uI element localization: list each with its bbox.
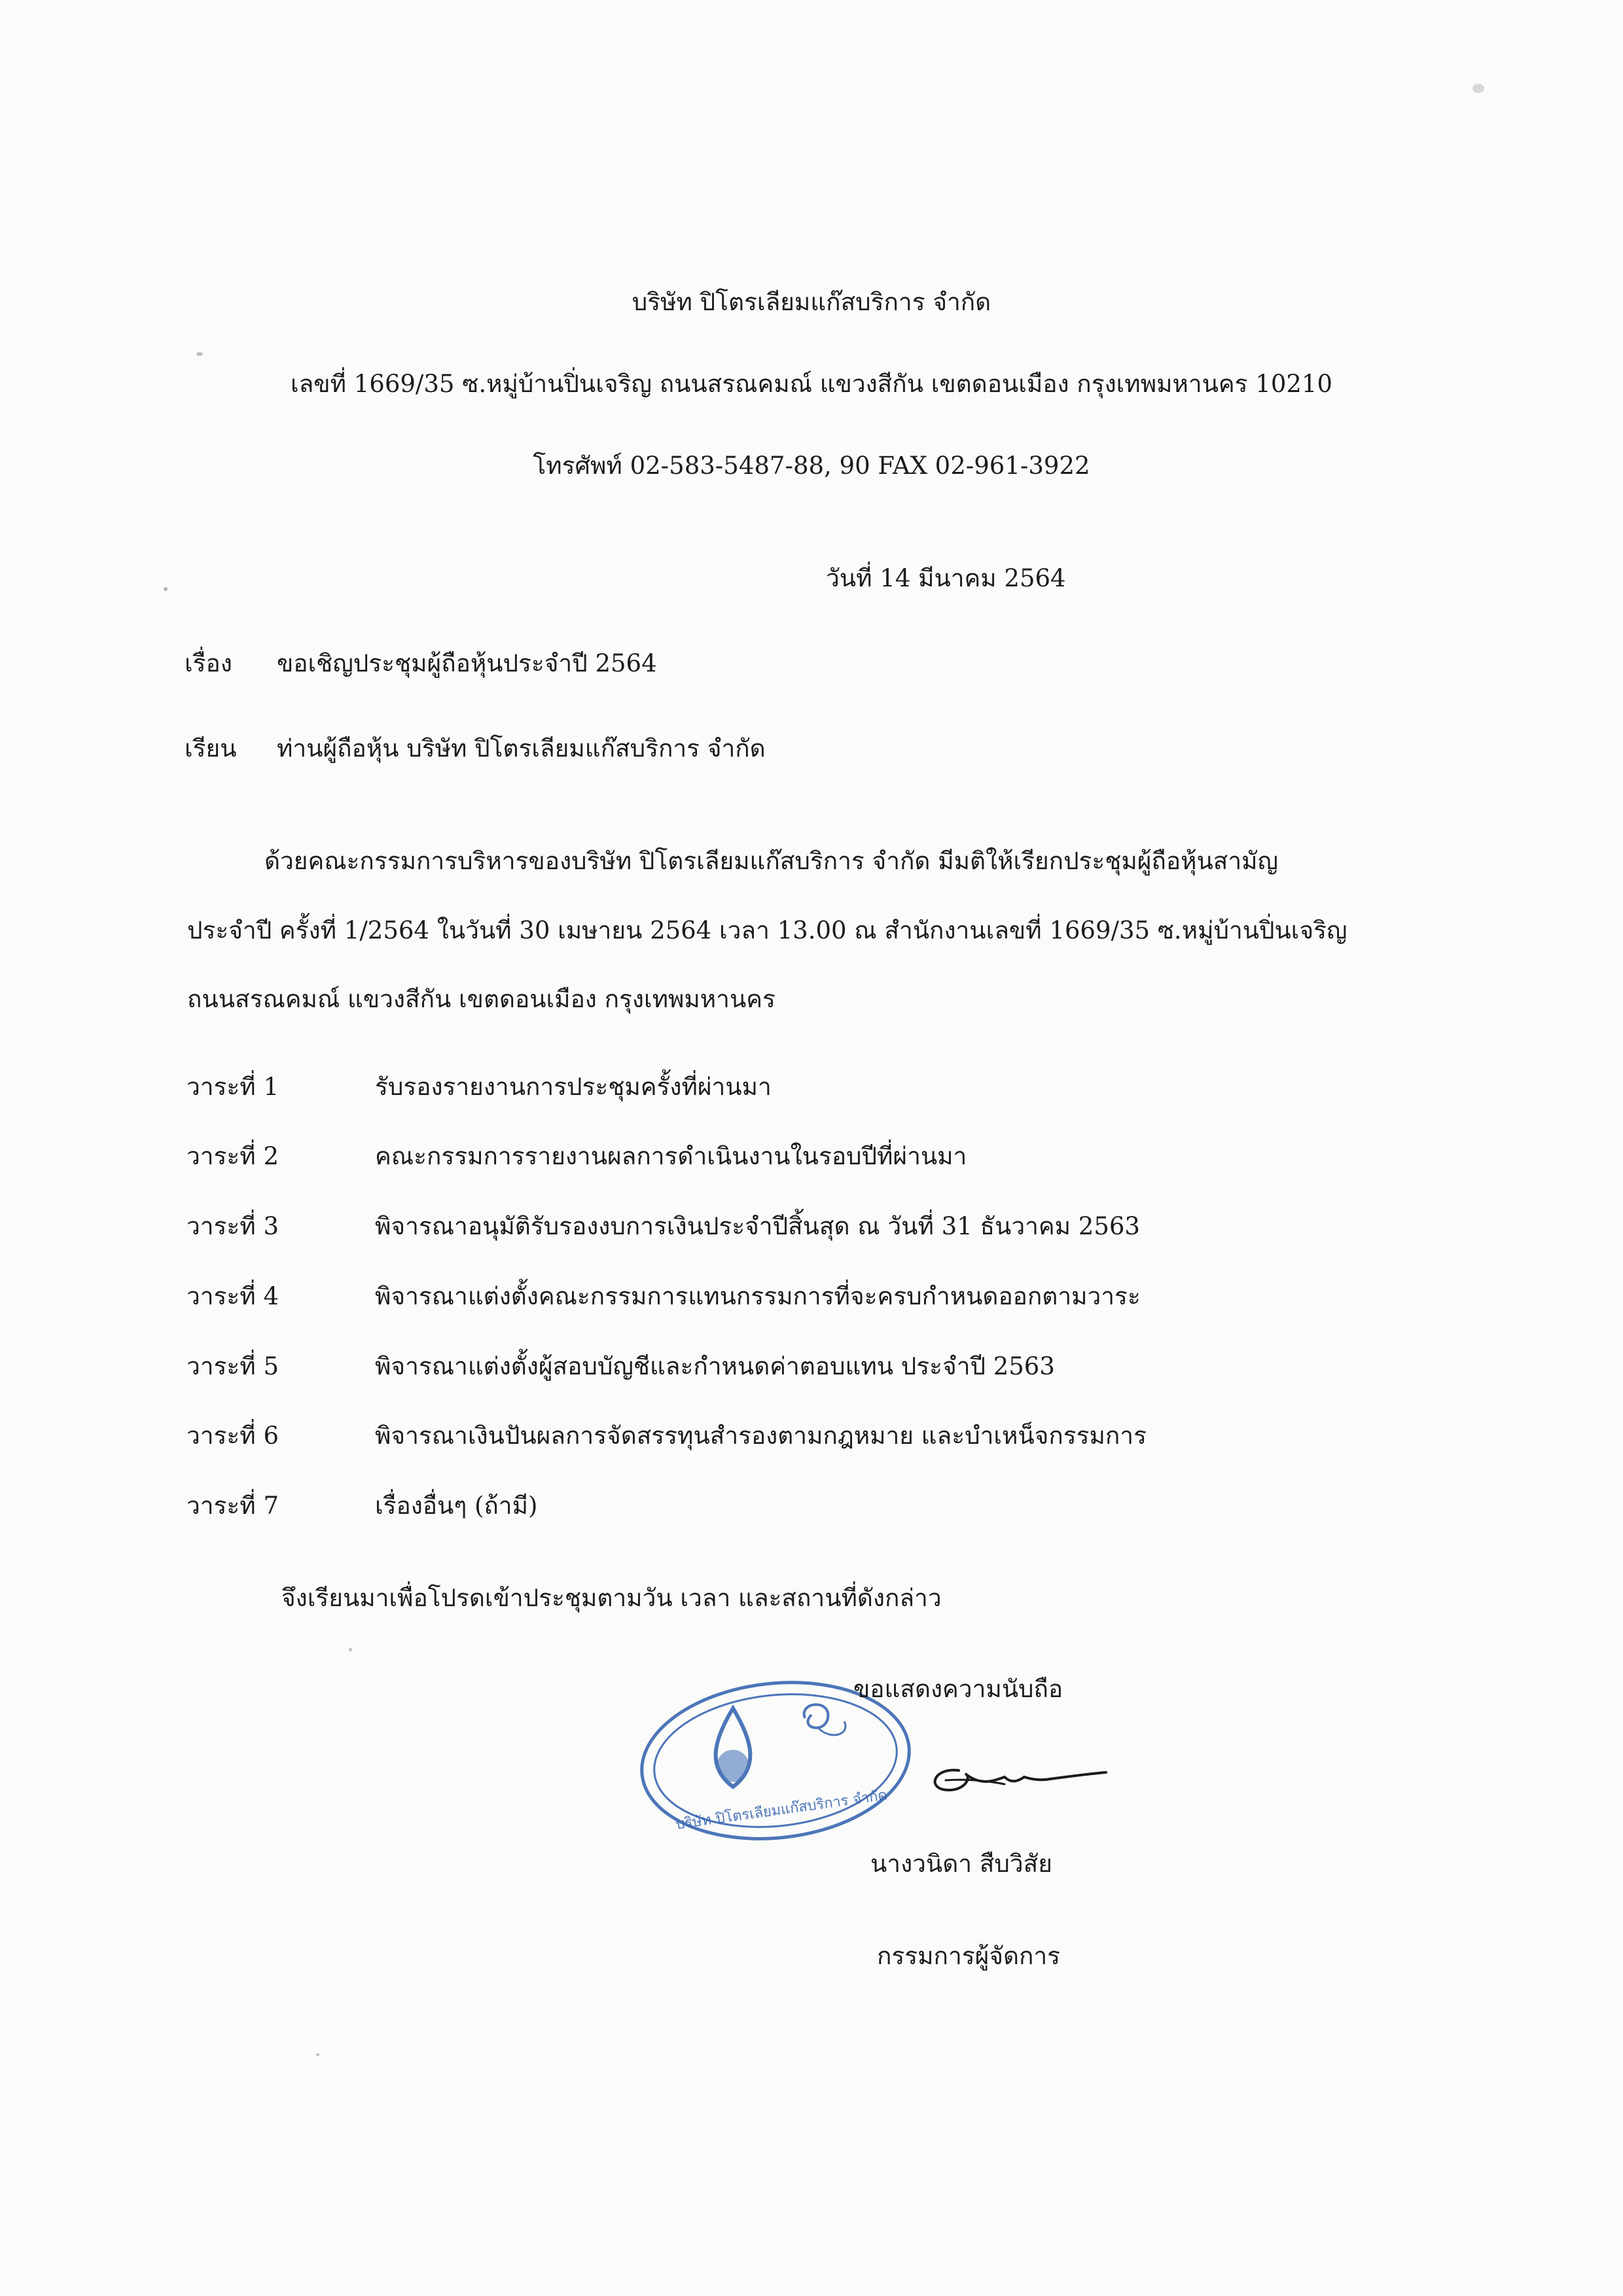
scan-speck bbox=[349, 1648, 352, 1651]
body-line-2: ประจำปี ครั้งที่ 1/2564 ในวันที่ 30 เมษายน 2564 เวลา 13.00 ณ สำนักงานเลขที่ 1669/35 ซ.หมู่บ้านปิ่นเจริญ bbox=[187, 916, 1347, 944]
signatory-position: กรรมการผู้จัดการ bbox=[877, 1942, 1061, 1970]
scan-speck bbox=[1472, 84, 1484, 93]
scan-speck bbox=[196, 352, 203, 356]
agenda-text: คณะกรรมการรายงานผลการดำเนินงานในรอบปีที่ผ่านมา bbox=[375, 1142, 967, 1170]
agenda-number: วาระที่ 3 bbox=[187, 1212, 279, 1240]
scan-speck bbox=[164, 587, 168, 591]
agenda-text: พิจารณาแต่งตั้งคณะกรรมการแทนกรรมการที่จะครบกำหนดออกตามวาระ bbox=[375, 1282, 1141, 1310]
signature-icon bbox=[919, 1741, 1109, 1813]
agenda-number: วาระที่ 6 bbox=[187, 1422, 279, 1450]
body-line-1: ด้วยคณะกรรมการบริหารของบริษัท ปิโตรเลียมแก๊สบริการ จำกัด มีมติให้เรียกประชุมผู้ถือหุ้นสามัญ bbox=[264, 847, 1279, 875]
closing-sentence: จึงเรียนมาเพื่อโปรดเข้าประชุมตามวัน เวลา และสถานที่ดังกล่าว bbox=[281, 1584, 942, 1612]
company-name: บริษัท ปิโตรเลียมแก๊สบริการ จำกัด bbox=[632, 288, 991, 316]
signatory-name: นางวนิดา สืบวิสัย bbox=[870, 1850, 1052, 1878]
body-line-3: ถนนสรณคมณ์ แขวงสีกัน เขตดอนเมือง กรุงเทพมหานคร bbox=[187, 985, 776, 1013]
agenda-number: วาระที่ 1 bbox=[187, 1073, 279, 1101]
agenda-text: เรื่องอื่นๆ (ถ้ามี) bbox=[375, 1492, 538, 1520]
scan-speck bbox=[316, 2053, 319, 2056]
stamp-text: บริษัท ปิโตรเลียมแก๊สบริการ จำกัด bbox=[674, 1787, 889, 1833]
agenda-text: รับรองรายงานการประชุมครั้งที่ผ่านมา bbox=[375, 1073, 772, 1101]
subject-value: ขอเชิญประชุมผู้ถือหุ้นประจำปี 2564 bbox=[277, 649, 657, 677]
agenda-text: พิจารณาเงินปันผลการจัดสรรทุนสำรองตามกฎหมาย และบำเหน็จกรรมการ bbox=[375, 1422, 1147, 1450]
agenda-number: วาระที่ 7 bbox=[187, 1492, 279, 1520]
agenda-text: พิจารณาแต่งตั้งผู้สอบบัญชีและกำหนดค่าตอบแทน ประจำปี 2563 bbox=[375, 1352, 1055, 1380]
regards-line: ขอแสดงความนับถือ bbox=[853, 1675, 1063, 1703]
recipient-label: เรียน bbox=[185, 734, 237, 762]
agenda-number: วาระที่ 4 bbox=[187, 1282, 279, 1310]
agenda-number: วาระที่ 2 bbox=[187, 1142, 279, 1170]
letter-date: วันที่ 14 มีนาคม 2564 bbox=[826, 564, 1066, 592]
agenda-text: พิจารณาอนุมัติรับรองงบการเงินประจำปีสิ้นสุด ณ วันที่ 31 ธันวาคม 2563 bbox=[375, 1212, 1140, 1240]
recipient-value: ท่านผู้ถือหุ้น บริษัท ปิโตรเลียมแก๊สบริการ จำกัด bbox=[277, 734, 766, 762]
agenda-number: วาระที่ 5 bbox=[187, 1352, 279, 1380]
company-address: เลขที่ 1669/35 ซ.หมู่บ้านปิ่นเจริญ ถนนสรณคมณ์ แขวงสีกัน เขตดอนเมือง กรุงเทพมหานคร 10210 bbox=[290, 370, 1333, 398]
subject-label: เรื่อง bbox=[185, 649, 232, 677]
company-phone-fax: โทรศัพท์ 02-583-5487-88, 90 FAX 02-961-3922 bbox=[533, 452, 1090, 480]
